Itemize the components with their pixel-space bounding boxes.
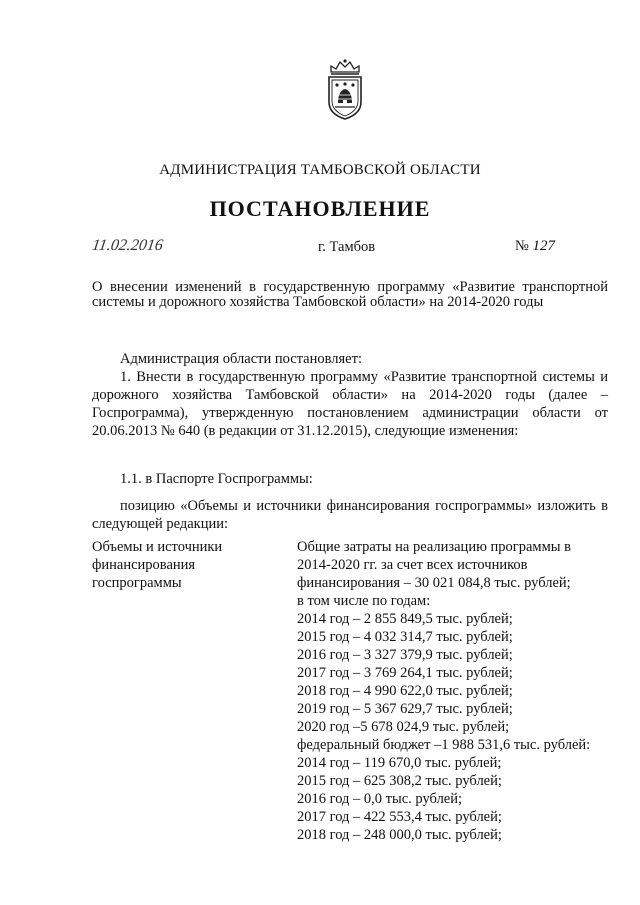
document-title: ПОСТАНОВЛЕНИЕ	[209, 196, 431, 221]
funding-line: 2019 год – 5 367 629,7 тыс. рублей;	[297, 701, 513, 717]
funding-line: 2015 год – 625 308,2 тыс. рублей;	[297, 773, 502, 789]
item-1-paragraph: 1. Внести в государственную программу «Развитие транспортной системы и дорожного хозяйства Тамбовской области» на 2014-2020 годы (далее – Госпрограмма), утвержденную постановлением администрации области от 20.06.2013 № 640 (в редакции от 31.12.2015), следующие изменения:	[92, 369, 608, 439]
funding-line: 2018 год – 4 990 622,0 тыс. рублей;	[297, 683, 513, 699]
funding-line: 2014-2020 гг. за счет всех источников	[297, 557, 528, 573]
coat-of-arms-emblem	[323, 58, 367, 122]
document-subject: О внесении изменений в государственную программу «Развитие транспортной системы и дорожного хозяйства Тамбовской области» на 2014-2020 годы	[92, 279, 608, 310]
funding-line: 2015 год – 4 032 314,7 тыс. рублей;	[297, 629, 513, 645]
city-label: г. Тамбов	[318, 239, 376, 255]
admin-decides-paragraph: Администрация области постановляет:	[120, 351, 362, 367]
agency-name: АДМИНИСТРАЦИЯ ТАМБОВСКОЙ ОБЛАСТИ	[159, 162, 481, 178]
funding-line: 2017 год – 422 553,4 тыс. рублей;	[297, 809, 502, 825]
left-cell-line: финансирования	[92, 557, 196, 573]
funding-line: 2014 год – 119 670,0 тыс. рублей;	[297, 755, 502, 771]
funding-line: Общие затраты на реализацию программы в	[297, 539, 571, 555]
left-cell-line: госпрограммы	[92, 575, 182, 591]
left-cell-line: Объемы и источники	[92, 539, 223, 555]
funding-line: федеральный бюджет –1 988 531,6 тыс. рублей:	[297, 737, 591, 753]
funding-line: 2017 год – 3 769 264,1 тыс. рублей;	[297, 665, 513, 681]
position-paragraph: позицию «Объемы и источники финансирования госпрограммы» изложить в следующей редакции:	[92, 498, 608, 532]
number-prefix: №	[515, 238, 529, 254]
item-1-1-paragraph: 1.1. в Паспорте Госпрограммы:	[120, 471, 313, 487]
funding-line: финансирования – 30 021 084,8 тыс. рублей;	[297, 575, 571, 591]
funding-line: 2018 год – 248 000,0 тыс. рублей;	[297, 827, 502, 843]
handwritten-number: 127	[532, 238, 555, 254]
handwritten-date: 11.02.2016	[90, 237, 165, 254]
funding-line: 2016 год – 3 327 379,9 тыс. рублей;	[297, 647, 513, 663]
funding-line: 2014 год – 2 855 849,5 тыс. рублей;	[297, 611, 513, 627]
funding-table-right-cell	[297, 538, 608, 844]
document-number	[515, 238, 555, 255]
funding-table-left-cell	[92, 538, 272, 592]
funding-line: 2016 год – 0,0 тыс. рублей;	[297, 791, 463, 807]
funding-line: 2020 год –5 678 024,9 тыс. рублей;	[297, 719, 510, 735]
funding-line: в том числе по годам:	[297, 593, 431, 609]
